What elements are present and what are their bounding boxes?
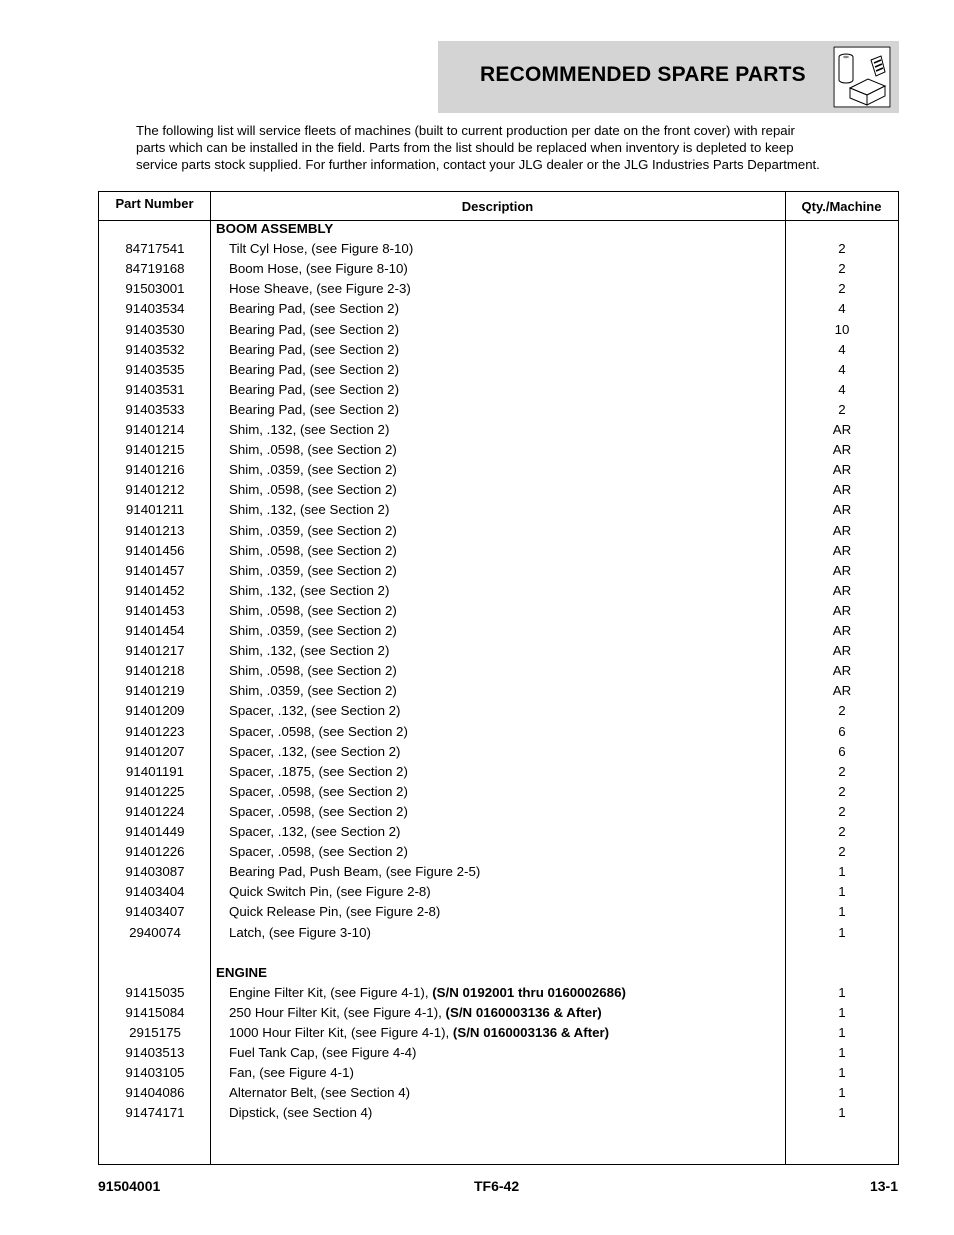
- table-row: [99, 1003, 898, 1023]
- description-text: Bearing Pad, (see Section 2): [229, 401, 400, 417]
- table-row: [99, 1103, 898, 1123]
- description-cell: [229, 1103, 372, 1123]
- table-row: [99, 601, 898, 621]
- description-cell: [229, 661, 397, 681]
- description-cell: [229, 561, 397, 581]
- description-cell: [229, 983, 626, 1003]
- part-number-cell: 91401191: [125, 763, 185, 779]
- table-row: [99, 500, 898, 520]
- part-number-cell: 91401216: [125, 462, 185, 478]
- description-text: Shim, .132, (see Section 2): [229, 643, 390, 659]
- part-number-cell: 84719168: [125, 261, 185, 277]
- qty-cell: AR: [832, 502, 852, 518]
- description-cell: [229, 1023, 609, 1043]
- description-text: Bearing Pad, (see Section 2): [229, 301, 400, 317]
- description-cell: [229, 923, 371, 943]
- table-row: [99, 641, 898, 661]
- part-number-cell: 2915175: [129, 1025, 181, 1040]
- footer-page-number: 13-1: [869, 1178, 898, 1194]
- description-cell: [229, 842, 408, 862]
- qty-cell: 1: [838, 924, 846, 940]
- table-row: [99, 420, 898, 440]
- table-row: [99, 681, 898, 701]
- serial-range: (S/N 0160003136 & After): [445, 1004, 602, 1020]
- description-cell: [229, 1043, 416, 1063]
- description-text: Shim, .0359, (see Section 2): [229, 522, 397, 538]
- description-text: Spacer, .0598, (see Section 2): [229, 803, 408, 819]
- qty-cell: AR: [832, 522, 852, 538]
- description-text: 1000 Hour Filter Kit, (see Figure 4-1),: [229, 1025, 453, 1040]
- qty-cell: 2: [838, 783, 846, 799]
- part-number-cell: 91401226: [125, 844, 185, 860]
- part-number-cell: 91401225: [125, 783, 185, 799]
- description-cell: [229, 701, 400, 721]
- description-cell: [229, 541, 397, 561]
- qty-cell: 4: [838, 361, 846, 377]
- spare-parts-icon: [833, 46, 891, 108]
- part-number-cell: 91401209: [125, 703, 185, 719]
- description-cell: [229, 822, 400, 842]
- qty-cell: 4: [838, 301, 846, 317]
- intro-line: The following list will service fleets of machines (built to current production per date on the front cover) with repair: [136, 123, 795, 138]
- table-row: [99, 541, 898, 561]
- serial-range: (S/N 0160003136 & After): [452, 1025, 610, 1040]
- description-text: Bearing Pad, (see Section 2): [229, 321, 400, 337]
- table-row: [99, 902, 898, 922]
- qty-cell: AR: [832, 542, 852, 558]
- description-text: Shim, .0359, (see Section 2): [229, 562, 397, 578]
- description-text: Boom Hose, (see Figure 8-10): [229, 261, 408, 277]
- qty-cell: AR: [832, 442, 852, 458]
- table-row: [99, 701, 898, 721]
- table-row: [99, 360, 898, 380]
- column-header-part-number: Part Number: [115, 196, 194, 211]
- qty-cell: AR: [832, 683, 852, 699]
- part-number-cell: 91401211: [125, 502, 185, 518]
- part-number-cell: 91401449: [125, 824, 185, 839]
- table-row: [99, 581, 898, 601]
- section-header-row: [99, 219, 898, 239]
- table-row: [99, 380, 898, 400]
- table-row: [99, 340, 898, 360]
- part-number-cell: 91401453: [125, 602, 185, 618]
- description-text: Spacer, .132, (see Section 2): [229, 703, 401, 719]
- qty-cell: 2: [838, 241, 846, 257]
- description-cell: [229, 601, 397, 621]
- description-text: Shim, .132, (see Section 2): [229, 422, 390, 437]
- description-text: Shim, .132, (see Section 2): [229, 502, 390, 518]
- table-row: [99, 239, 898, 259]
- table-row: [99, 299, 898, 319]
- qty-cell: 6: [838, 723, 846, 739]
- qty-cell: 1: [838, 984, 846, 1000]
- part-number-cell: 91401214: [125, 422, 185, 437]
- part-number-cell: 91403105: [125, 1065, 185, 1081]
- part-number-cell: 91401224: [125, 803, 185, 819]
- qty-cell: 1: [838, 1025, 846, 1040]
- table-row: [99, 460, 898, 480]
- qty-cell: 10: [834, 321, 850, 337]
- qty-cell: 2: [838, 703, 846, 719]
- description-text: Bearing Pad, (see Section 2): [229, 341, 400, 357]
- description-text: Spacer, .0598, (see Section 2): [229, 783, 408, 799]
- part-number-cell: 91403534: [125, 301, 185, 317]
- qty-cell: AR: [832, 482, 852, 498]
- description-cell: [229, 239, 413, 259]
- qty-cell: 2: [838, 281, 846, 297]
- description-text: Shim, .132, (see Section 2): [229, 582, 390, 598]
- description-cell: [229, 762, 408, 782]
- description-text: Bearing Pad, Push Beam, (see Figure 2-5): [229, 864, 481, 880]
- part-number-cell: 91401217: [125, 643, 185, 659]
- qty-cell: 4: [838, 381, 846, 397]
- description-text: Latch, (see Figure 3-10): [229, 924, 371, 940]
- description-text: Hose Sheave, (see Figure 2-3): [229, 281, 411, 297]
- parts-table: [98, 191, 899, 1165]
- qty-cell: AR: [832, 623, 852, 638]
- qty-cell: 1: [838, 884, 846, 900]
- part-number-cell: 84717541: [125, 241, 185, 257]
- table-row: [99, 621, 898, 641]
- description-cell: [229, 480, 397, 500]
- qty-cell: 2: [838, 824, 846, 839]
- column-header-description: Description: [461, 199, 534, 214]
- description-text: Shim, .0598, (see Section 2): [229, 542, 397, 558]
- description-cell: [229, 641, 389, 661]
- description-cell: [229, 440, 397, 460]
- description-text: Bearing Pad, (see Section 2): [229, 381, 400, 397]
- description-text: Shim, .0598, (see Section 2): [229, 482, 397, 498]
- part-number-cell: 91403532: [125, 341, 185, 357]
- part-number-cell: 91401452: [125, 582, 185, 598]
- intro-line: parts which can be installed in the field. Parts from the list should be replaced when inventory is depleted to keep: [136, 140, 794, 155]
- part-number-cell: 91401207: [125, 743, 185, 759]
- section-header-row: [99, 963, 898, 983]
- qty-cell: AR: [832, 562, 852, 578]
- table-row: [99, 882, 898, 902]
- description-text: 250 Hour Filter Kit, (see Figure 4-1),: [229, 1004, 446, 1020]
- description-cell: [229, 862, 480, 882]
- description-cell: [229, 1063, 354, 1083]
- table-row: [99, 742, 898, 762]
- part-number-cell: 91401218: [125, 663, 185, 679]
- description-text: Dipstick, (see Section 4): [229, 1105, 373, 1121]
- column-header-qty: Qty./Machine: [801, 199, 882, 214]
- description-cell: [229, 460, 397, 480]
- table-row: [99, 1063, 898, 1083]
- table-row: [99, 983, 898, 1003]
- table-row: [99, 762, 898, 782]
- table-row: [99, 259, 898, 279]
- description-cell: [229, 1003, 602, 1023]
- description-text: Tilt Cyl Hose, (see Figure 8-10): [229, 241, 414, 257]
- description-cell: [229, 521, 397, 541]
- qty-cell: 1: [838, 1105, 846, 1121]
- qty-cell: AR: [832, 582, 852, 598]
- description-cell: [229, 882, 431, 902]
- qty-cell: AR: [832, 602, 852, 618]
- qty-cell: AR: [832, 663, 852, 679]
- description-text: Shim, .0359, (see Section 2): [229, 683, 397, 699]
- part-number-cell: 91415084: [125, 1004, 185, 1020]
- qty-cell: 6: [838, 743, 846, 759]
- description-cell: [229, 581, 389, 601]
- section-title: ENGINE: [216, 964, 267, 980]
- table-row: [99, 923, 898, 943]
- part-number-cell: 91401223: [125, 723, 185, 739]
- part-number-cell: 91401213: [125, 522, 185, 538]
- qty-cell: 1: [838, 864, 846, 880]
- part-number-cell: 91474171: [125, 1105, 185, 1121]
- description-text: Spacer, .0598, (see Section 2): [229, 723, 408, 739]
- qty-cell: 1: [838, 1085, 846, 1101]
- part-number-cell: 91415035: [125, 984, 185, 1000]
- qty-cell: 2: [838, 803, 846, 819]
- description-text: Fuel Tank Cap, (see Figure 4-4): [229, 1045, 417, 1061]
- qty-cell: 1: [838, 904, 846, 920]
- description-cell: [229, 420, 389, 440]
- description-cell: [229, 902, 440, 922]
- page-title: RECOMMENDED SPARE PARTS: [480, 63, 806, 86]
- footer-model: TF6-42: [474, 1178, 520, 1194]
- description-text: Alternator Belt, (see Section 4): [229, 1085, 411, 1101]
- part-number-cell: 91403535: [125, 361, 185, 377]
- part-number-cell: 91403407: [125, 904, 185, 920]
- description-text: Shim, .0598, (see Section 2): [229, 663, 397, 679]
- table-row: [99, 400, 898, 420]
- table-row: [99, 661, 898, 681]
- description-cell: [229, 259, 408, 279]
- part-number-cell: 91401212: [125, 482, 185, 498]
- description-cell: [229, 782, 408, 802]
- description-cell: [229, 400, 399, 420]
- table-row: [99, 1043, 898, 1063]
- part-number-cell: 91401457: [125, 562, 185, 578]
- description-cell: [229, 299, 399, 319]
- table-row: [99, 561, 898, 581]
- qty-cell: 2: [838, 844, 846, 860]
- description-cell: [229, 802, 408, 822]
- part-number-cell: 91404086: [125, 1085, 185, 1101]
- part-number-cell: 91403530: [125, 321, 185, 337]
- part-number-cell: 91401215: [125, 442, 185, 458]
- description-text: Spacer, .132, (see Section 2): [229, 743, 401, 759]
- description-cell: [229, 320, 399, 340]
- qty-cell: 2: [838, 763, 846, 779]
- description-text: Shim, .0598, (see Section 2): [229, 442, 397, 458]
- table-row: [99, 782, 898, 802]
- qty-cell: AR: [832, 422, 852, 437]
- part-number-cell: 91401219: [125, 683, 185, 699]
- description-text: Shim, .0359, (see Section 2): [229, 462, 397, 478]
- table-row: [99, 1023, 898, 1043]
- description-text: Shim, .0359, (see Section 2): [229, 623, 397, 638]
- description-cell: [229, 380, 399, 400]
- qty-cell: 2: [838, 261, 846, 277]
- description-cell: [229, 681, 397, 701]
- description-cell: [229, 340, 399, 360]
- part-number-cell: 91503001: [125, 281, 185, 297]
- table-row: [99, 802, 898, 822]
- part-number-cell: 91401454: [125, 623, 185, 638]
- part-number-cell: 2940074: [129, 924, 181, 940]
- description-text: Spacer, .0598, (see Section 2): [229, 844, 408, 860]
- description-text: Quick Switch Pin, (see Figure 2-8): [229, 884, 431, 900]
- table-row: [99, 842, 898, 862]
- description-text: Spacer, .132, (see Section 2): [229, 824, 401, 839]
- table-row: [99, 480, 898, 500]
- part-number-cell: 91403404: [125, 884, 185, 900]
- description-text: Quick Release Pin, (see Figure 2-8): [229, 904, 441, 920]
- description-cell: [229, 1083, 410, 1103]
- qty-cell: 1: [838, 1045, 846, 1061]
- qty-cell: AR: [832, 643, 852, 659]
- table-row: [99, 822, 898, 842]
- description-cell: [229, 279, 411, 299]
- description-text: Fan, (see Figure 4-1): [229, 1065, 354, 1081]
- qty-cell: 4: [838, 341, 846, 357]
- description-cell: [229, 722, 408, 742]
- section-title: BOOM ASSEMBLY: [216, 221, 334, 236]
- part-number-cell: 91403533: [125, 401, 185, 417]
- part-number-cell: 91403087: [125, 864, 185, 880]
- qty-cell: 1: [838, 1065, 846, 1081]
- table-row: [99, 1083, 898, 1103]
- description-cell: [229, 621, 397, 641]
- page-header: [438, 41, 899, 113]
- table-row: [99, 521, 898, 541]
- table-row: [99, 862, 898, 882]
- description-cell: [229, 742, 400, 762]
- qty-cell: 2: [838, 401, 846, 417]
- description-text: Shim, .0598, (see Section 2): [229, 602, 397, 618]
- description-text: Engine Filter Kit, (see Figure 4-1),: [229, 984, 433, 1000]
- description-text: Spacer, .1875, (see Section 2): [229, 763, 408, 779]
- intro-paragraph: [136, 122, 876, 173]
- table-row: [99, 320, 898, 340]
- description-text: Bearing Pad, (see Section 2): [229, 361, 400, 377]
- table-row: [99, 279, 898, 299]
- description-cell: [229, 500, 389, 520]
- part-number-cell: 91403513: [125, 1045, 185, 1061]
- table-row: [99, 722, 898, 742]
- qty-cell: 1: [838, 1004, 846, 1020]
- part-number-cell: 91403531: [125, 381, 185, 397]
- intro-line: service parts stock supplied. For further information, contact your JLG dealer or the JLG Industries Parts Department.: [136, 157, 820, 172]
- part-number-cell: 91401456: [125, 542, 185, 558]
- footer-part-number: 91504001: [98, 1178, 161, 1194]
- serial-range: (S/N 0192001 thru 0160002686): [432, 984, 626, 1000]
- qty-cell: AR: [832, 462, 852, 478]
- table-row: [99, 440, 898, 460]
- description-cell: [229, 360, 399, 380]
